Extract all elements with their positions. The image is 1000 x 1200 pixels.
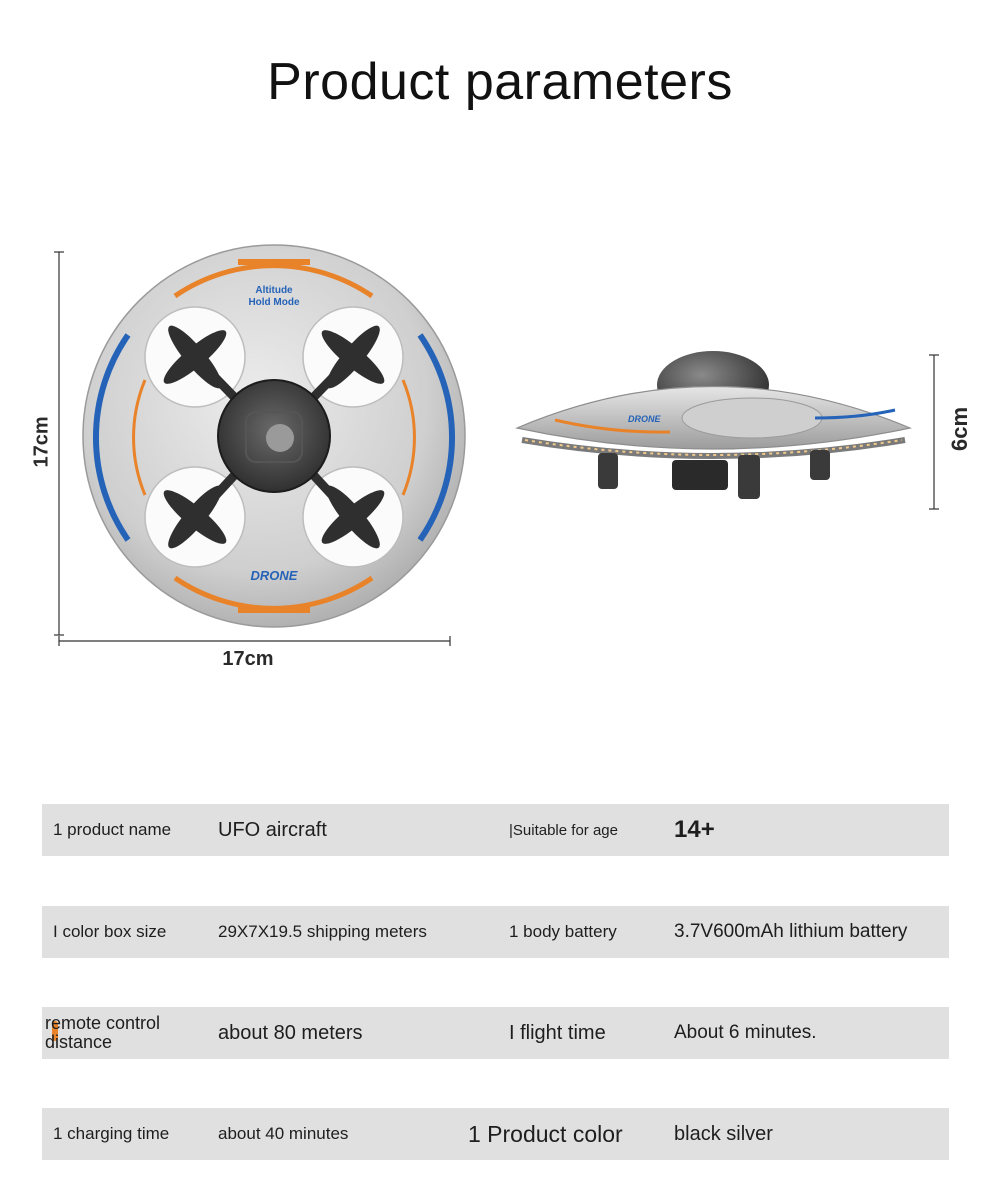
spec-label: remote control distance <box>45 1013 161 1052</box>
spec-label: 1 body battery <box>509 922 617 941</box>
brand-logo: DRONE <box>250 568 298 583</box>
side-height-dimension-line <box>929 355 939 509</box>
spec-value: 3.7V600mAh lithium battery <box>674 921 908 942</box>
drone-top-view <box>83 245 465 627</box>
top-width-label: 17cm <box>222 648 274 670</box>
spec-value: 29X7X19.5 shipping meters <box>218 922 427 941</box>
spec-row <box>42 1108 949 1160</box>
spec-row <box>42 906 949 958</box>
spec-value: About 6 minutes. <box>674 1022 817 1043</box>
spec-value: UFO aircraft <box>218 818 327 841</box>
top-height-label: 17cm <box>30 416 53 468</box>
spec-label: I color box size <box>53 922 167 941</box>
side-brand-logo: DRONE <box>628 414 661 424</box>
spec-value: about 40 minutes <box>218 1124 349 1143</box>
height-dimension-line <box>54 252 64 635</box>
spec-row <box>42 1007 949 1059</box>
mode-label-line2: Hold Mode <box>248 297 300 308</box>
width-dimension-line <box>59 636 450 646</box>
spec-label: 1 product name <box>53 820 172 839</box>
spec-label: 1 charging time <box>53 1124 170 1143</box>
spec-label: |Suitable for age <box>509 821 618 839</box>
page-title: Product parameters <box>267 53 733 111</box>
spec-value: 14+ <box>674 816 715 843</box>
spec-value: black silver <box>674 1122 773 1145</box>
spec-value: about 80 meters <box>218 1021 363 1044</box>
spec-row <box>42 804 949 856</box>
drone-side-view <box>517 351 910 499</box>
spec-label: 1 Product color <box>468 1120 623 1147</box>
mode-label-line1: Altitude <box>255 285 293 296</box>
side-height-label: 6cm <box>947 406 972 451</box>
spec-label: I flight time <box>509 1021 606 1044</box>
